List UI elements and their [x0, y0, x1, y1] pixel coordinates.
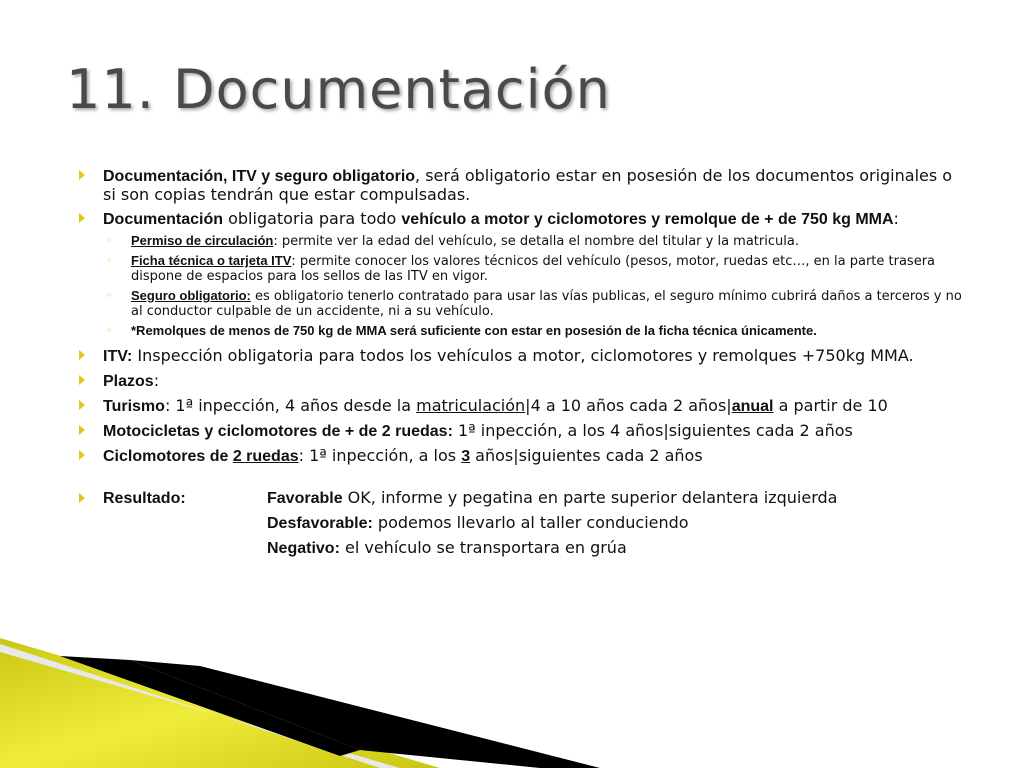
sub-item-bold-text: *Remolques de menos de 750 kg de MMA será suficiente con estar en posesión de la ficha técnica únicamente. [131, 323, 817, 338]
result-item [76, 486, 966, 561]
triangle-bullet-icon [79, 400, 85, 410]
sub-list-item [76, 323, 966, 339]
triangle-bullet-icon [79, 493, 85, 503]
list-item [76, 210, 966, 229]
sub-item-text: es obligatorio tenerlo contratado para usar las vías publicas, el seguro mínimo cubrirá daños a terceros y no al conductor culpable de un accidente, ni a su vehículo. [131, 289, 962, 319]
list-item [76, 347, 966, 366]
sub-item-text: : permite conocer los valores técnicos del vehículo (pesos, motor, ruedas etc…, en la parte trasera dispone de espacios para los sellos de las ITV en vigor. [131, 254, 936, 284]
result-desfavorable [267, 511, 837, 536]
triangle-bullet-icon [79, 375, 85, 385]
item-bold-text: ITV: [103, 348, 133, 365]
decorative-stripes [0, 638, 1024, 768]
ring-bullet-icon: ◦ [106, 254, 113, 267]
slide-title: 11. Documentación [66, 58, 611, 121]
result-favorable [267, 486, 837, 511]
result-label: Resultado: [103, 490, 186, 507]
item-text: : [153, 371, 160, 390]
sub-item-text: : permite ver la edad del vehículo, se detalla el nombre del titular y la matricula. [273, 234, 799, 249]
sub-item-bold-text: Seguro obligatorio: [131, 288, 251, 303]
result-negativo-text: el vehículo se transportara en grúa [339, 538, 627, 557]
result-negativo [267, 536, 837, 561]
list-item [76, 397, 966, 416]
item-bold-text: Documentación, ITV y seguro obligatorio [103, 168, 416, 185]
item-text: , será obligatorio estar en posesión de los documentos originales o si son copias tendrán que estar compulsadas. [103, 166, 953, 204]
sub-list-item [76, 288, 966, 319]
list-item [76, 447, 966, 466]
result-desfavorable-label: Desfavorable: [267, 515, 373, 532]
item-text: años|siguientes cada 2 años [470, 446, 703, 465]
ring-bullet-icon: ◦ [106, 289, 113, 302]
item-bold-text: Plazos [103, 373, 154, 390]
item-text: : 1ª inpección, a los [298, 446, 462, 465]
result-negativo-label: Negativo: [267, 540, 340, 557]
sub-list-item [76, 233, 966, 249]
item-underlined-text: matriculación [416, 396, 526, 415]
ring-bullet-icon: ◦ [106, 234, 113, 247]
item-text: : [893, 209, 899, 228]
item-bold-underlined-text: anual [731, 398, 774, 415]
triangle-bullet-icon [79, 450, 85, 460]
item-bold-underlined-text: 3 [461, 448, 471, 465]
item-text: |4 a 10 años cada 2 años| [525, 396, 732, 415]
item-text: 1ª inpección, a los 4 años|siguientes cada 2 años [452, 421, 853, 440]
slide-body [76, 167, 966, 561]
item-text: a partir de 10 [773, 396, 888, 415]
result-favorable-text: OK, informe y pegatina en parte superior delantera izquierda [342, 488, 838, 507]
result-desfavorable-text: podemos llevarlo al taller conduciendo [372, 513, 689, 532]
triangle-bullet-icon [79, 350, 85, 360]
triangle-bullet-icon [79, 213, 85, 223]
triangle-bullet-icon [79, 425, 85, 435]
list-item [76, 167, 966, 204]
item-text: obligatoria para todo [223, 209, 402, 228]
item-bold-text: Turismo [103, 398, 165, 415]
sub-list-item [76, 253, 966, 284]
item-bold-text: Documentación [103, 211, 224, 228]
sub-item-bold-text: Permiso de circulación [131, 233, 274, 248]
item-bold-text: Ciclomotores de [103, 448, 233, 465]
triangle-bullet-icon [79, 170, 85, 180]
result-favorable-label: Favorable [267, 490, 343, 507]
item-bold-underlined-text: 2 ruedas [232, 448, 299, 465]
item-text: : 1ª inpección, 4 años desde la [164, 396, 417, 415]
list-item [76, 372, 966, 391]
sub-item-bold-text: Ficha técnica o tarjeta ITV [131, 253, 292, 268]
ring-bullet-icon: ◦ [106, 324, 113, 337]
item-bold-text: vehículo a motor y ciclomotores y remolque de + de 750 kg MMA [401, 211, 894, 228]
item-text: Inspección obligatoria para todos los vehículos a motor, ciclomotores y remolques +750kg MMA. [132, 346, 914, 365]
item-bold-text: Motocicletas y ciclomotores de + de 2 ruedas: [103, 423, 453, 440]
list-item [76, 422, 966, 441]
